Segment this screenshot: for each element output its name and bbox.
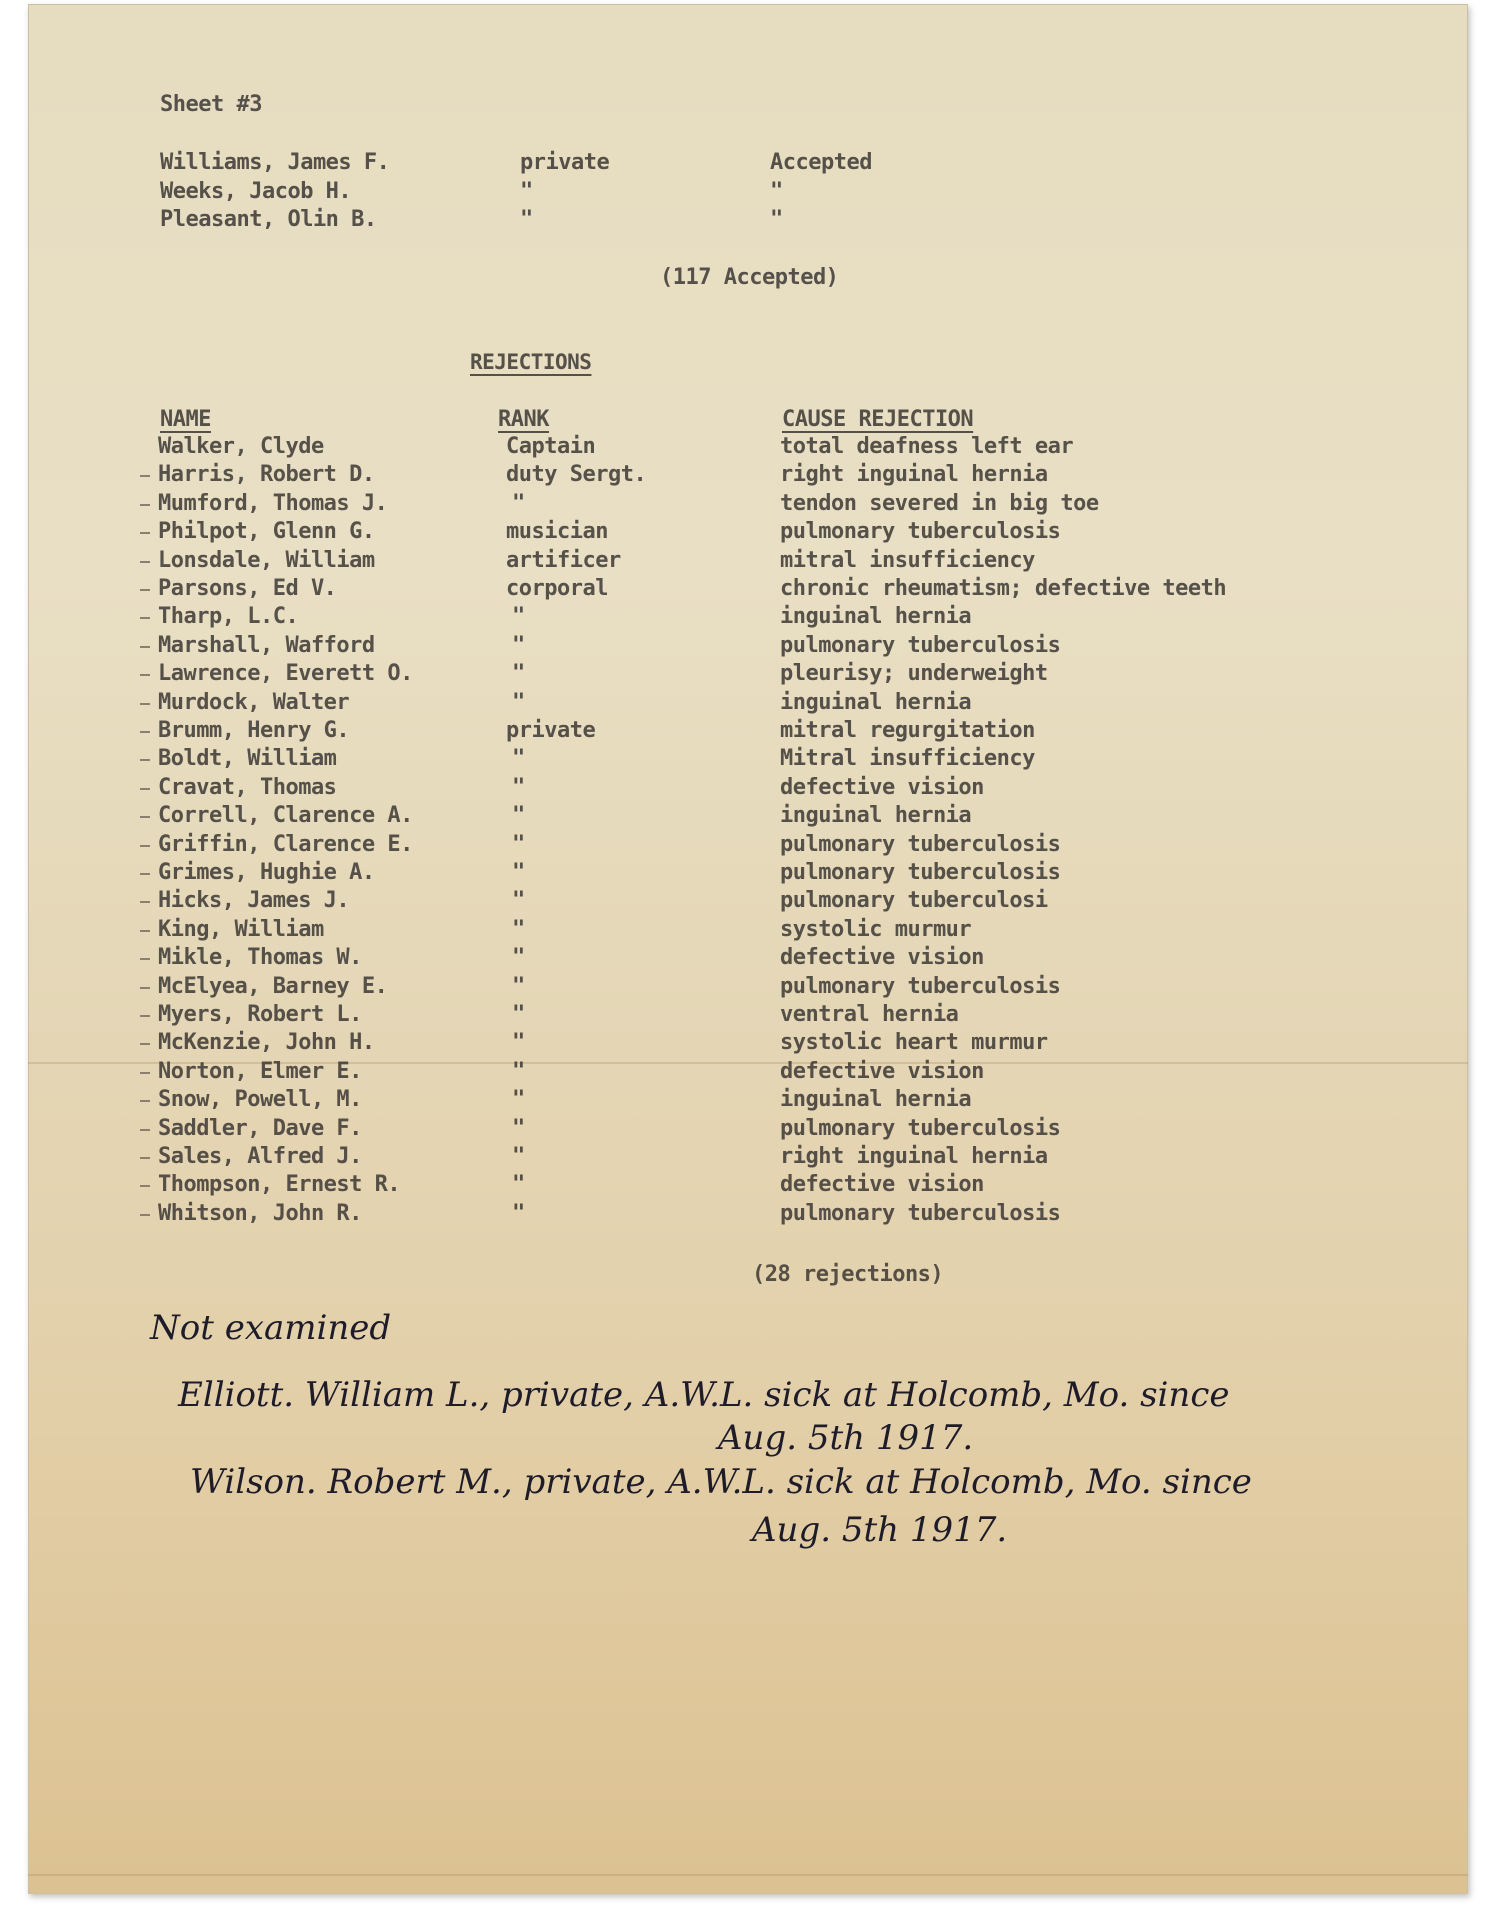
pencil-tick-mark: [140, 1015, 150, 1017]
rejection-rank: ": [512, 491, 525, 516]
rejection-name: Harris, Robert D.: [158, 462, 375, 487]
rejection-name: McKenzie, John H.: [158, 1030, 375, 1055]
rejection-cause: systolic murmur: [780, 917, 972, 942]
pencil-tick-mark: [140, 589, 150, 591]
rejection-name: Mumford, Thomas J.: [158, 491, 388, 516]
pencil-tick-mark: [140, 759, 150, 761]
rejection-rank: ": [512, 917, 525, 942]
rejection-name: Myers, Robert L.: [158, 1002, 362, 1027]
handwritten-entry-line: Elliott. William L., private, A.W.L. sick at Holcomb, Mo. since: [178, 1375, 1230, 1415]
rejection-rank: ": [512, 746, 525, 771]
rejection-cause: tendon severed in big toe: [780, 491, 1099, 516]
rejection-cause: defective vision: [780, 1172, 984, 1197]
rejection-rank: duty Sergt.: [506, 462, 647, 487]
rejections-total: (28 rejections): [752, 1262, 944, 1287]
rejection-name: Griffin, Clarence E.: [158, 832, 413, 857]
rejection-cause: defective vision: [780, 775, 984, 800]
accepted-rank: ": [520, 207, 533, 232]
accepted-status: ": [770, 207, 783, 232]
pencil-tick-mark: [140, 504, 150, 506]
sheet-number: Sheet #3: [160, 92, 262, 117]
rejection-rank: ": [512, 1116, 525, 1141]
rejection-cause: chronic rheumatism; defective teeth: [780, 576, 1227, 601]
pencil-tick-mark: [140, 930, 150, 932]
rejection-rank: ": [512, 803, 525, 828]
rejection-rank: corporal: [506, 576, 608, 601]
rejection-cause: defective vision: [780, 945, 984, 970]
rejection-name: Hicks, James J.: [158, 888, 350, 913]
handwritten-entry-date: Aug. 5th 1917.: [752, 1510, 1008, 1550]
pencil-tick-mark: [140, 475, 150, 477]
accepted-status: Accepted: [770, 150, 872, 175]
pencil-tick-mark: [140, 532, 150, 534]
accepted-name: Pleasant, Olin B.: [160, 207, 377, 232]
rejection-rank: ": [512, 1030, 525, 1055]
column-header-cause: CAUSE REJECTION: [782, 407, 974, 432]
rejection-cause: pulmonary tuberculosis: [780, 832, 1061, 857]
rejection-name: Norton, Elmer E.: [158, 1059, 362, 1084]
rejection-cause: ventral hernia: [780, 1002, 959, 1027]
rejection-rank: ": [512, 1002, 525, 1027]
rejection-rank: ": [512, 974, 525, 999]
column-header-name: NAME: [160, 407, 211, 432]
rejection-name: Lonsdale, William: [158, 548, 375, 573]
rejection-cause: inguinal hernia: [780, 690, 972, 715]
rejection-cause: inguinal hernia: [780, 1087, 972, 1112]
rejection-name: Sales, Alfred J.: [158, 1144, 362, 1169]
rejection-rank: ": [512, 1087, 525, 1112]
accepted-total: (117 Accepted): [660, 265, 839, 290]
accepted-name: Weeks, Jacob H.: [160, 179, 352, 204]
rejection-rank: ": [512, 690, 525, 715]
rejection-name: Cravat, Thomas: [158, 775, 337, 800]
pencil-tick-mark: [140, 901, 150, 903]
rejection-name: Snow, Powell, M.: [158, 1087, 362, 1112]
rejection-name: Parsons, Ed V.: [158, 576, 337, 601]
pencil-tick-mark: [140, 1157, 150, 1159]
rejection-cause: systolic heart murmur: [780, 1030, 1048, 1055]
rejections-title: REJECTIONS: [470, 350, 592, 374]
pencil-tick-mark: [140, 1100, 150, 1102]
rejection-cause: pulmonary tuberculosis: [780, 633, 1061, 658]
rejection-cause: inguinal hernia: [780, 803, 972, 828]
rejection-name: Thompson, Ernest R.: [158, 1172, 401, 1197]
rejection-rank: artificer: [506, 548, 621, 573]
paper-fold: [28, 1874, 1468, 1876]
rejection-cause: inguinal hernia: [780, 604, 972, 629]
pencil-tick-mark: [140, 1185, 150, 1187]
pencil-tick-mark: [140, 873, 150, 875]
handwritten-entry-line: Wilson. Robert M., private, A.W.L. sick at Holcomb, Mo. since: [190, 1462, 1252, 1502]
pencil-tick-mark: [140, 674, 150, 676]
rejection-name: King, William: [158, 917, 324, 942]
not-examined-heading: Not examined: [150, 1308, 392, 1348]
rejection-cause: mitral regurgitation: [780, 718, 1035, 743]
rejection-cause: pulmonary tuberculosi: [780, 888, 1048, 913]
rejection-name: Tharp, L.C.: [158, 604, 299, 629]
rejection-name: Grimes, Hughie A.: [158, 860, 375, 885]
column-header-rank: RANK: [498, 407, 549, 432]
rejection-name: Walker, Clyde: [158, 434, 324, 459]
rejection-name: Brumm, Henry G.: [158, 718, 350, 743]
rejection-name: Whitson, John R.: [158, 1201, 362, 1226]
rejection-name: Lawrence, Everett O.: [158, 661, 413, 686]
pencil-tick-mark: [140, 561, 150, 563]
rejection-name: Correll, Clarence A.: [158, 803, 413, 828]
rejection-cause: total deafness left ear: [780, 434, 1074, 459]
accepted-rank: ": [520, 179, 533, 204]
rejection-rank: ": [512, 1172, 525, 1197]
rejection-name: McElyea, Barney E.: [158, 974, 388, 999]
rejection-cause: mitral insufficiency: [780, 548, 1035, 573]
rejection-cause: pulmonary tuberculosis: [780, 860, 1061, 885]
accepted-rank: private: [520, 150, 610, 175]
pencil-tick-mark: [140, 1043, 150, 1045]
rejection-name: Boldt, William: [158, 746, 337, 771]
rejection-rank: ": [512, 860, 525, 885]
rejection-cause: defective vision: [780, 1059, 984, 1084]
pencil-tick-mark: [140, 617, 150, 619]
rejection-rank: ": [512, 604, 525, 629]
rejection-rank: ": [512, 1059, 525, 1084]
rejection-name: Philpot, Glenn G.: [158, 519, 375, 544]
rejection-cause: pleurisy; underweight: [780, 661, 1048, 686]
pencil-tick-mark: [140, 816, 150, 818]
rejection-rank: ": [512, 1201, 525, 1226]
handwritten-entry-date: Aug. 5th 1917.: [718, 1418, 974, 1458]
rejection-rank: ": [512, 661, 525, 686]
rejection-rank: private: [506, 718, 596, 743]
accepted-status: ": [770, 179, 783, 204]
rejection-cause: pulmonary tuberculosis: [780, 1116, 1061, 1141]
rejection-cause: pulmonary tuberculosis: [780, 974, 1061, 999]
pencil-tick-mark: [140, 987, 150, 989]
rejection-rank: musician: [506, 519, 608, 544]
pencil-tick-mark: [140, 1072, 150, 1074]
rejection-name: Marshall, Wafford: [158, 633, 375, 658]
rejection-cause: right inguinal hernia: [780, 462, 1048, 487]
pencil-tick-mark: [140, 703, 150, 705]
pencil-tick-mark: [140, 845, 150, 847]
rejection-rank: Captain: [506, 434, 596, 459]
rejection-rank: ": [512, 888, 525, 913]
pencil-tick-mark: [140, 646, 150, 648]
rejection-rank: ": [512, 775, 525, 800]
rejection-cause: right inguinal hernia: [780, 1144, 1048, 1169]
accepted-name: Williams, James F.: [160, 150, 390, 175]
pencil-tick-mark: [140, 958, 150, 960]
rejection-rank: ": [512, 1144, 525, 1169]
rejection-cause: pulmonary tuberculosis: [780, 519, 1061, 544]
pencil-tick-mark: [140, 731, 150, 733]
pencil-tick-mark: [140, 788, 150, 790]
rejection-name: Saddler, Dave F.: [158, 1116, 362, 1141]
rejection-cause: pulmonary tuberculosis: [780, 1201, 1061, 1226]
pencil-tick-mark: [140, 1214, 150, 1216]
pencil-tick-mark: [140, 1129, 150, 1131]
rejection-rank: ": [512, 633, 525, 658]
rejection-rank: ": [512, 832, 525, 857]
rejection-cause: Mitral insufficiency: [780, 746, 1035, 771]
rejection-name: Mikle, Thomas W.: [158, 945, 362, 970]
rejection-rank: ": [512, 945, 525, 970]
rejection-name: Murdock, Walter: [158, 690, 350, 715]
